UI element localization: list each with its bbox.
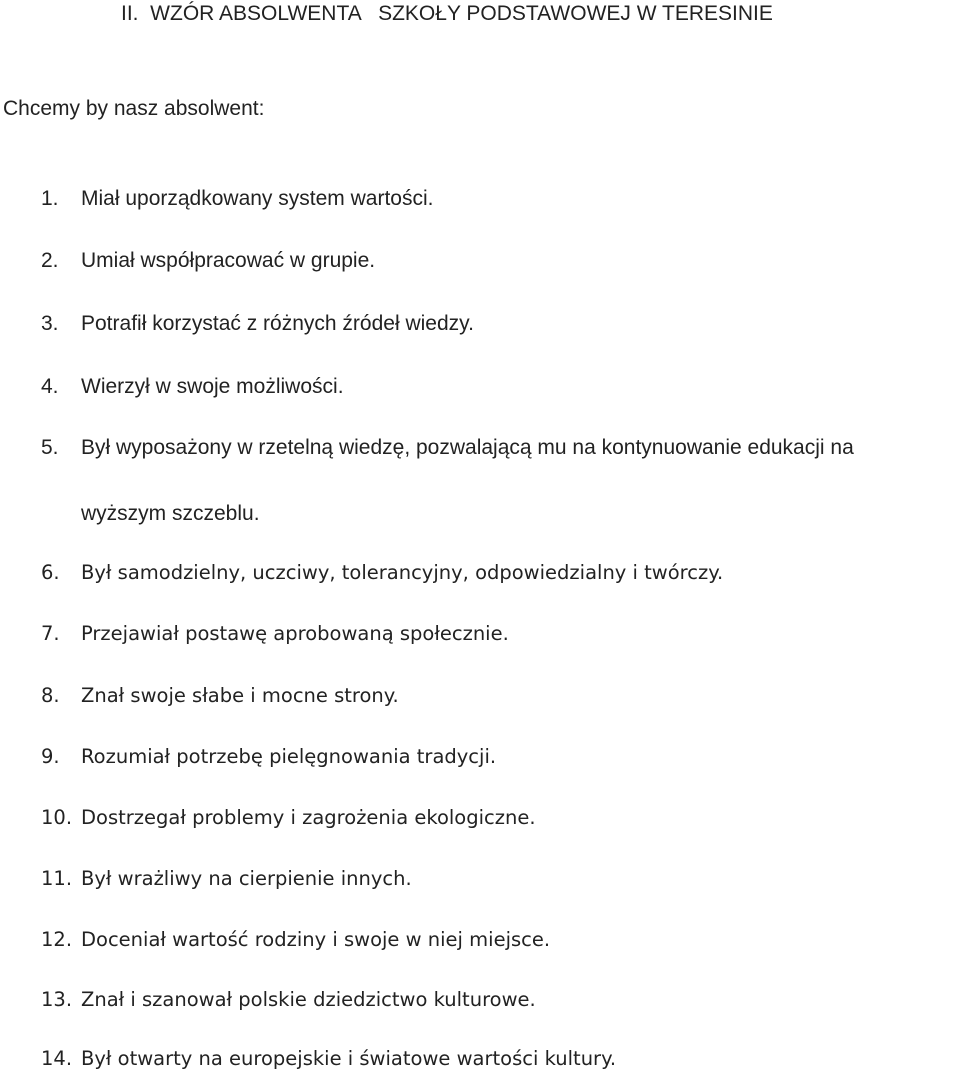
list-item-number: 14. (41, 1047, 73, 1070)
list-item-number: 11. (41, 867, 73, 890)
list-item (41, 375, 344, 399)
list-item-number: 5. (41, 436, 59, 459)
list-item-number: 8. (41, 684, 60, 707)
list-item (41, 1047, 616, 1070)
list-item (41, 312, 474, 336)
list-item (41, 561, 723, 584)
list-item-continuation: wyższym szczeblu. (81, 502, 260, 525)
list-item (41, 249, 375, 273)
intro-text: Chcemy by nasz absolwent: (3, 97, 265, 120)
list-item-text: Przejawiał postawę aprobowaną społecznie. (81, 622, 509, 645)
list-item (41, 745, 496, 768)
list-item (41, 684, 399, 707)
list-item-text: Był otwarty na europejskie i światowe wartości kultury. (81, 1047, 617, 1070)
list-item-text: Potrafił korzystać z różnych źródeł wiedzy. (81, 312, 474, 335)
list-item (41, 436, 854, 460)
list-item-number: 4. (41, 375, 59, 398)
list-item-number: 10. (41, 806, 73, 829)
list-item-number: 12. (41, 928, 73, 951)
list-item-number: 7. (41, 622, 60, 645)
list-item-text: Był wrażliwy na cierpienie innych. (81, 867, 412, 890)
list-item-number: 6. (41, 561, 60, 584)
list-item-number: 9. (41, 745, 60, 768)
list-item (41, 806, 536, 829)
list-item-text: Był samodzielny, uczciwy, tolerancyjny, odpowiedzialny i twórczy. (81, 561, 724, 584)
list-item-text: Znał swoje słabe i mocne strony. (81, 684, 399, 707)
list-item-text: Miał uporządkowany system wartości. (81, 187, 434, 210)
list-item (41, 867, 412, 890)
list-item-text: Rozumiał potrzebę pielęgnowania tradycji. (81, 745, 497, 768)
list-item-number: 1. (41, 187, 59, 210)
list-item-text: Dostrzegał problemy i zagrożenia ekologiczne. (81, 806, 536, 829)
list-item (41, 622, 509, 645)
list-item (41, 928, 550, 951)
list-item-text: Był wyposażony w rzetelną wiedzę, pozwalającą mu na kontynuowanie edukacji na (81, 436, 854, 459)
list-item-text: Znał i szanował polskie dziedzictwo kulturowe. (81, 988, 536, 1011)
list-item-text: Doceniał wartość rodziny i swoje w niej miejsce. (81, 928, 551, 951)
list-item-number: 2. (41, 249, 59, 272)
list-item-text: Umiał współpracować w grupie. (81, 249, 376, 272)
document-title: II. WZÓR ABSOLWENTA SZKOŁY PODSTAWOWEJ W TERESINIE (121, 2, 773, 25)
list-item (41, 187, 433, 211)
list-item-number: 13. (41, 988, 73, 1011)
list-item (41, 988, 536, 1011)
list-item-text: Wierzył w swoje możliwości. (81, 375, 344, 398)
list-item-number: 3. (41, 312, 59, 335)
